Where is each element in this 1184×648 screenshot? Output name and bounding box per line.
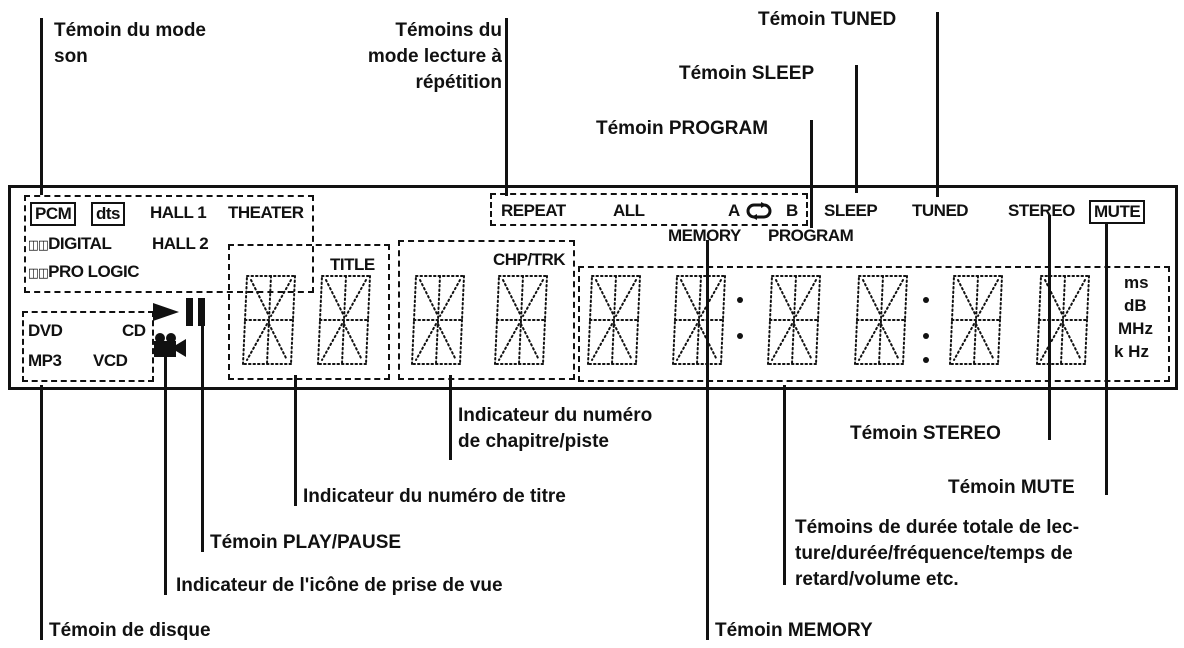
digit-time-4	[855, 276, 907, 364]
ms-unit: ms	[1124, 273, 1149, 292]
digital-label: DIGITAL	[48, 234, 112, 253]
callout-disc: Témoin de disque	[49, 620, 211, 641]
repeat-indicator: REPEAT	[501, 201, 566, 220]
time-colon-dot	[923, 333, 929, 339]
callout-title-number: Indicateur du numéro de titre	[303, 486, 566, 507]
digit-chapter-track-2	[495, 276, 547, 364]
dolby-dd-icon: ◫◫	[28, 237, 49, 252]
callout-stereo: Témoin STEREO	[850, 423, 1001, 444]
digit-time-1	[588, 276, 640, 364]
vcd-indicator: VCD	[93, 351, 128, 370]
mp3-indicator: MP3	[28, 351, 62, 370]
dts-indicator: dts	[91, 202, 125, 226]
digit-chapter-track-1	[412, 276, 464, 364]
pro-logic-label: PRO LOGIC	[48, 262, 140, 281]
a-indicator: A	[728, 201, 740, 220]
chp-trk-indicator: CHP/TRK	[493, 250, 566, 269]
digit-title-1	[243, 276, 295, 364]
time-colon-dot	[923, 297, 929, 303]
time-colon-dot	[923, 357, 929, 363]
digit-title-2	[318, 276, 370, 364]
all-indicator: ALL	[613, 201, 645, 220]
sleep-indicator: SLEEP	[824, 201, 878, 220]
callout-program: Témoin PROGRAM	[596, 118, 769, 139]
callout-mute: Témoin MUTE	[948, 477, 1075, 498]
callout-chapter-track: Indicateur du numéro de chapitre/piste	[458, 405, 653, 452]
mhz-unit: MHz	[1118, 319, 1153, 338]
hall2-indicator: HALL 2	[152, 234, 209, 253]
time-colon-dot	[737, 297, 743, 303]
program-indicator: PROGRAM	[768, 226, 854, 245]
pcm-indicator: PCM	[30, 202, 76, 226]
theater-indicator: THEATER	[228, 203, 304, 222]
tuned-indicator: TUNED	[912, 201, 969, 220]
cd-indicator: CD	[122, 321, 146, 340]
dvd-indicator: DVD	[28, 321, 63, 340]
callout-sound-mode: Témoin du mode son	[54, 20, 206, 67]
title-indicator: TITLE	[330, 255, 375, 274]
db-unit: dB	[1124, 296, 1147, 315]
time-colon-dot	[737, 333, 743, 339]
callout-memory: Témoin MEMORY	[715, 620, 873, 641]
mute-indicator: MUTE	[1089, 200, 1145, 224]
callout-play-pause: Témoin PLAY/PAUSE	[210, 532, 402, 553]
khz-unit: k Hz	[1114, 342, 1149, 361]
digit-time-3	[768, 276, 820, 364]
callout-sleep: Témoin SLEEP	[679, 63, 815, 84]
callout-camera-icon: Indicateur de l'icône de prise de vue	[176, 575, 503, 596]
b-indicator: B	[786, 201, 798, 220]
callout-durations: Témoins de durée totale de lec- ture/durée/fréquence/temps de retard/volume etc.	[795, 517, 1080, 590]
hall1-indicator: HALL 1	[150, 203, 207, 222]
callout-tuned: Témoin TUNED	[758, 9, 897, 30]
digit-time-2	[673, 276, 725, 364]
callout-repeat-mode: Témoins du mode lecture à répétition	[367, 20, 502, 93]
digit-time-6	[1037, 276, 1089, 364]
digit-time-5	[950, 276, 1002, 364]
stereo-indicator: STEREO	[1008, 201, 1075, 220]
dolby-pl-icon: ◫◫	[28, 265, 49, 280]
memory-indicator: MEMORY	[668, 226, 741, 245]
